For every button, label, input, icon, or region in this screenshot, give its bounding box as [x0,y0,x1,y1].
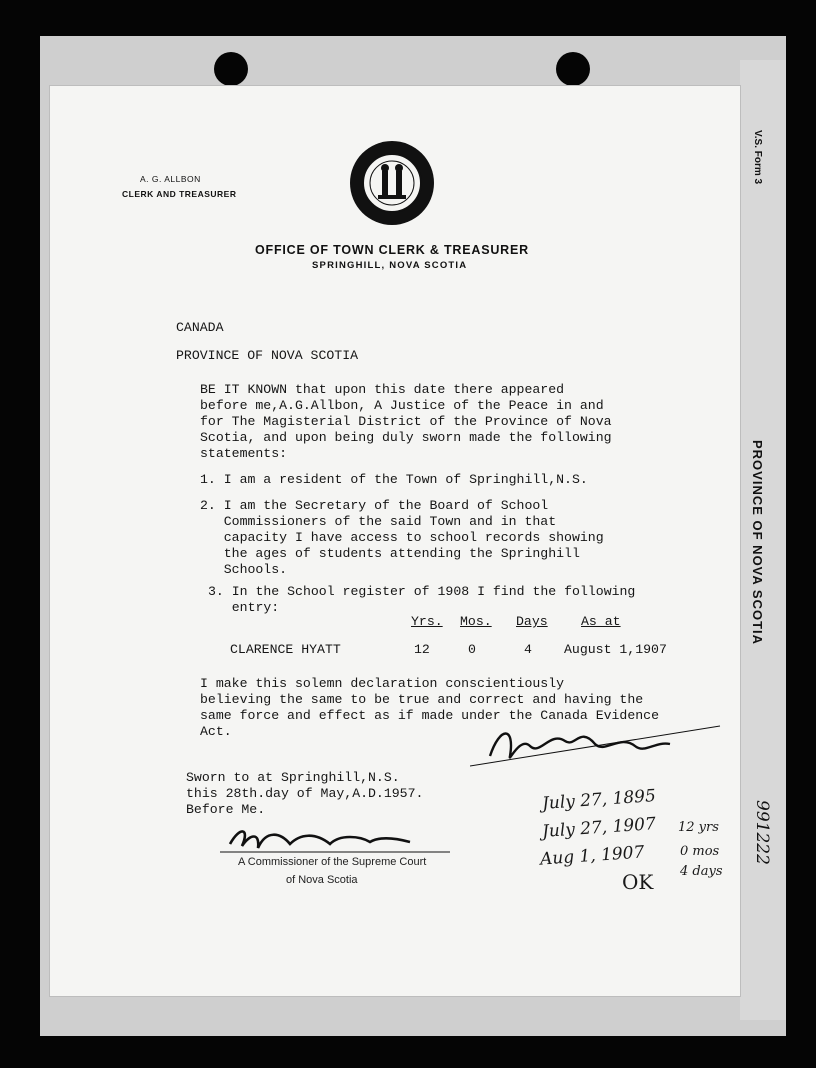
commissioner-signature [220,824,460,856]
commissioner-title-2: of Nova Scotia [286,874,358,886]
col-days: Days [516,614,548,629]
punch-hole-right [556,52,590,86]
province-heading: PROVINCE OF NOVA SCOTIA [176,348,359,363]
form-label: V.S. Form 3 [752,130,763,185]
value-days: 4 [524,642,532,657]
seal-emblem [362,153,422,213]
justice-signature [470,716,730,776]
statement-1: 1. I am a resident of the Town of Springhill,N.S. [200,472,588,487]
handwritten-date-2: July 27, 1907 [541,814,657,842]
seal-text-top [358,230,372,231]
commissioner-title: A Commissioner of the Supreme Court [238,856,427,868]
value-years: 12 [414,642,430,657]
statement-2: 2. I am the Secretary of the Board of School Commissioners of the said Town and in that capacity I have access to school records showing the ages of students attending the Springhill Schools. [200,498,604,577]
province-side-label: PROVINCE OF NOVA SCOTIA [750,440,765,646]
handwritten-birthdate: July 27, 1895 [541,786,657,814]
office-location: SPRINGHILL, NOVA SCOTIA [312,260,468,271]
punch-hole-left [214,52,248,86]
col-years: Yrs. [411,614,443,629]
col-months: Mos. [460,614,492,629]
sworn-statement: Sworn to at Springhill,N.S. this 28th.day of May,A.D.1957. Before Me. [186,770,424,817]
file-number: 991222 [752,800,772,865]
clerk-title: CLERK AND TREASURER [122,189,237,199]
col-as-at: As at [581,614,621,629]
handwritten-date-3: Aug 1, 1907 [539,842,645,870]
handwritten-days: 4 days [680,864,723,879]
seal-text-bottom [358,232,368,233]
handwritten-years: 12 yrs [678,820,719,835]
intro-paragraph: BE IT KNOWN that upon this date there appeared before me,A.G.Allbon, A Justice of the Peace in and for The Magisterial District of the Province of Nova Scotia, and upon being duly sworn made the following statements: [200,382,612,461]
town-seal [350,141,434,225]
handwritten-ok: OK [622,870,654,894]
clerk-name: A. G. ALLBON [140,174,201,184]
office-title: OFFICE OF TOWN CLERK & TREASURER [255,243,529,257]
student-name: CLARENCE HYATT [230,642,341,657]
value-as-at: August 1,1907 [564,642,667,657]
closing-paragraph: I make this solemn declaration conscientiously believing the same to be true and correct and having the same force and effect as if made under the Canada Evidence Act. [200,676,659,739]
letter-page [50,86,740,996]
handwritten-months: 0 mos [680,844,720,859]
statement-3: 3. In the School register of 1908 I find the following entry: [208,584,636,615]
country-heading: CANADA [176,320,224,335]
value-months: 0 [468,642,476,657]
